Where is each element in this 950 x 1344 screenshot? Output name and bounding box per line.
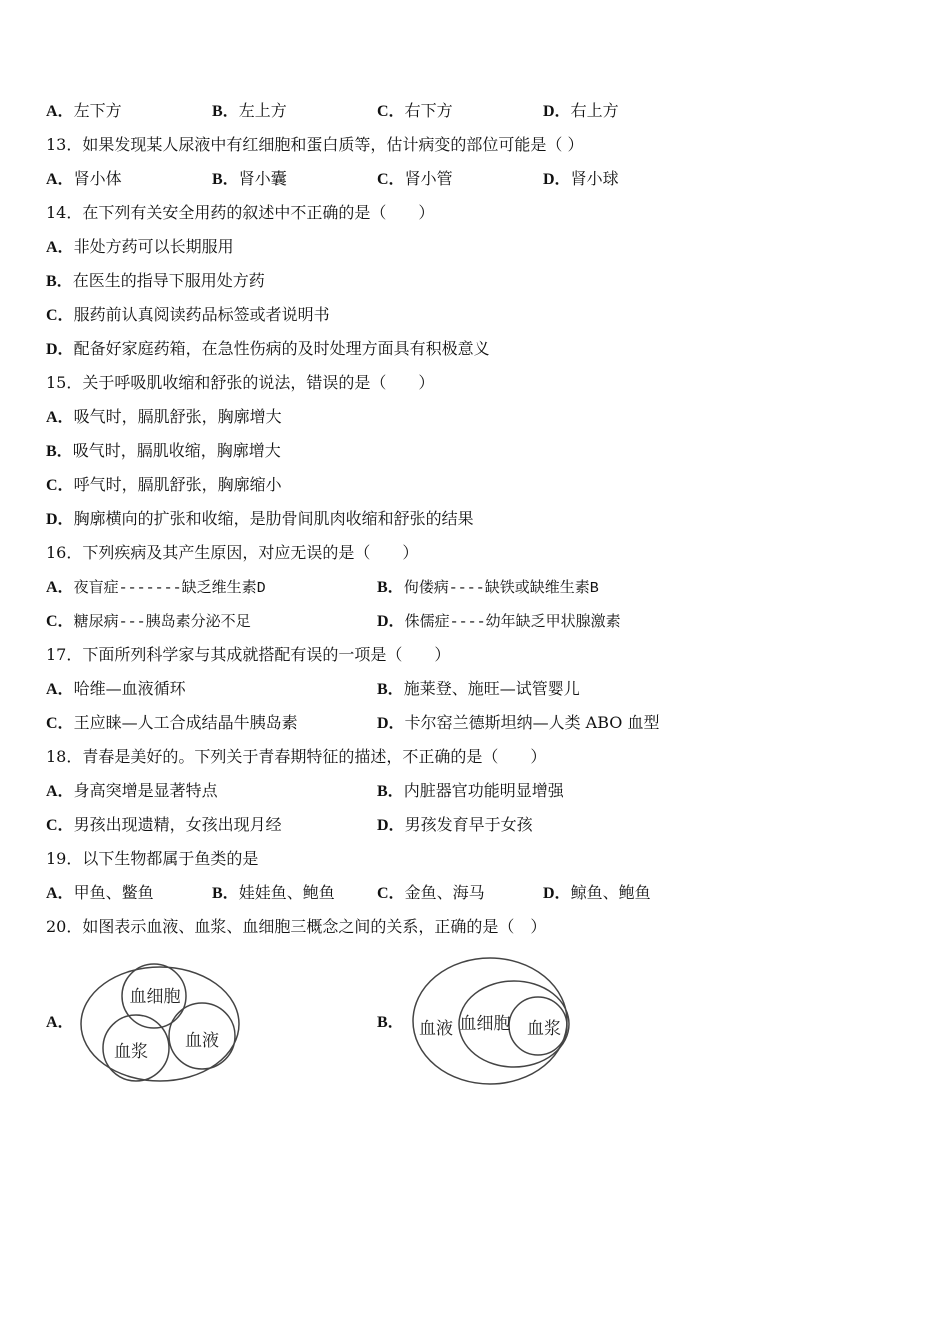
q20-option-b-label[interactable]: B． <box>377 1014 404 1031</box>
q14-option-c[interactable]: C．服药前认真阅读药品标签或者说明书 <box>46 305 330 324</box>
q16-option-c[interactable]: C．糖尿病---胰岛素分泌不足 <box>46 613 251 631</box>
diagram-b-label-inner: 血浆 <box>527 1019 561 1039</box>
q14-stem: 14．在下列有关安全用药的叙述中不正确的是（ ） <box>46 203 435 222</box>
q17-option-c[interactable]: C．王应睐—人工合成结晶牛胰岛素 <box>46 713 298 732</box>
diagram-a <box>78 962 244 1086</box>
q12-option-a[interactable]: A．左下方 <box>46 101 122 120</box>
diagram-a-outer-ellipse <box>81 967 239 1081</box>
q14-option-b[interactable]: B．在医生的指导下服用处方药 <box>46 271 265 290</box>
q14-option-d[interactable]: D．配备好家庭药箱，在急性伤病的及时处理方面具有积极意义 <box>46 339 490 358</box>
q19-stem: 19．以下生物都属于鱼类的是 <box>46 849 259 868</box>
q12-option-d[interactable]: D．右上方 <box>543 101 619 120</box>
q16-stem: 16．下列疾病及其产生原因，对应无误的是（ ） <box>46 543 419 562</box>
q15-option-c[interactable]: C．呼气时，膈肌舒张，胸廓缩小 <box>46 475 282 494</box>
q16-option-b[interactable]: B．佝偻病----缺铁或缺维生素B <box>377 579 599 597</box>
q15-option-b[interactable]: B．吸气时，膈肌收缩，胸廓增大 <box>46 441 281 460</box>
diagram-b-label-outer: 血液 <box>419 1019 453 1039</box>
q14-option-a[interactable]: A．非处方药可以长期服用 <box>46 237 234 256</box>
q12-option-b[interactable]: B．左上方 <box>212 101 287 120</box>
q17-option-d[interactable]: D．卡尔窑兰德斯坦纳—人类 ABO 血型 <box>377 713 660 732</box>
diagram-a-label-left: 血浆 <box>114 1042 148 1062</box>
q17-option-b[interactable]: B．施莱登、施旺—试管婴儿 <box>377 679 580 698</box>
q19-option-c[interactable]: C．金鱼、海马 <box>377 883 485 902</box>
diagram-a-label-right: 血液 <box>185 1031 219 1051</box>
q16-option-d[interactable]: D．侏儒症----幼年缺乏甲状腺激素 <box>377 613 621 631</box>
q20-stem: 20．如图表示血液、血浆、血细胞三概念之间的关系，正确的是（ ） <box>46 917 547 936</box>
q17-option-a[interactable]: A．哈维—血液循环 <box>46 679 186 698</box>
q18-option-c[interactable]: C．男孩出现遗精，女孩出现月经 <box>46 815 282 834</box>
q15-option-d[interactable]: D．胸廓横向的扩张和收缩，是肋骨间肌肉收缩和舒张的结果 <box>46 509 474 528</box>
q13-option-c[interactable]: C．肾小管 <box>377 169 453 188</box>
diagram-a-label-top: 血细胞 <box>129 987 181 1007</box>
q13-option-a[interactable]: A．肾小体 <box>46 169 122 188</box>
q13-stem: 13．如果发现某人尿液中有红细胞和蛋白质等，估计病变的部位可能是（ ） <box>46 135 584 154</box>
q18-option-d[interactable]: D．男孩发育早于女孩 <box>377 815 533 834</box>
q13-option-d[interactable]: D．肾小球 <box>543 169 619 188</box>
q18-option-b[interactable]: B．内脏器官功能明显增强 <box>377 781 564 800</box>
q17-stem: 17．下面所列科学家与其成就搭配有误的一项是（ ） <box>46 645 451 664</box>
q19-option-b[interactable]: B．娃娃鱼、鲍鱼 <box>212 883 335 902</box>
diagram-b-label-middle: 血细胞 <box>459 1014 511 1034</box>
q19-option-d[interactable]: D．鲸鱼、鲍鱼 <box>543 883 651 902</box>
q16-option-a[interactable]: A．夜盲症-------缺乏维生素D <box>46 579 266 597</box>
q18-option-a[interactable]: A．身高突增是显著特点 <box>46 781 218 800</box>
diagram-b <box>410 954 576 1088</box>
q18-stem: 18．青春是美好的。下列关于青春期特征的描述，不正确的是（ ） <box>46 747 547 766</box>
q15-option-a[interactable]: A．吸气时，膈肌舒张，胸廓增大 <box>46 407 282 426</box>
q13-option-b[interactable]: B．肾小囊 <box>212 169 287 188</box>
q15-stem: 15．关于呼吸肌收缩和舒张的说法，错误的是（ ） <box>46 373 435 392</box>
q12-option-c[interactable]: C．右下方 <box>377 101 453 120</box>
q20-option-a-label[interactable]: A． <box>46 1014 74 1031</box>
q19-option-a[interactable]: A．甲鱼、鳖鱼 <box>46 883 154 902</box>
